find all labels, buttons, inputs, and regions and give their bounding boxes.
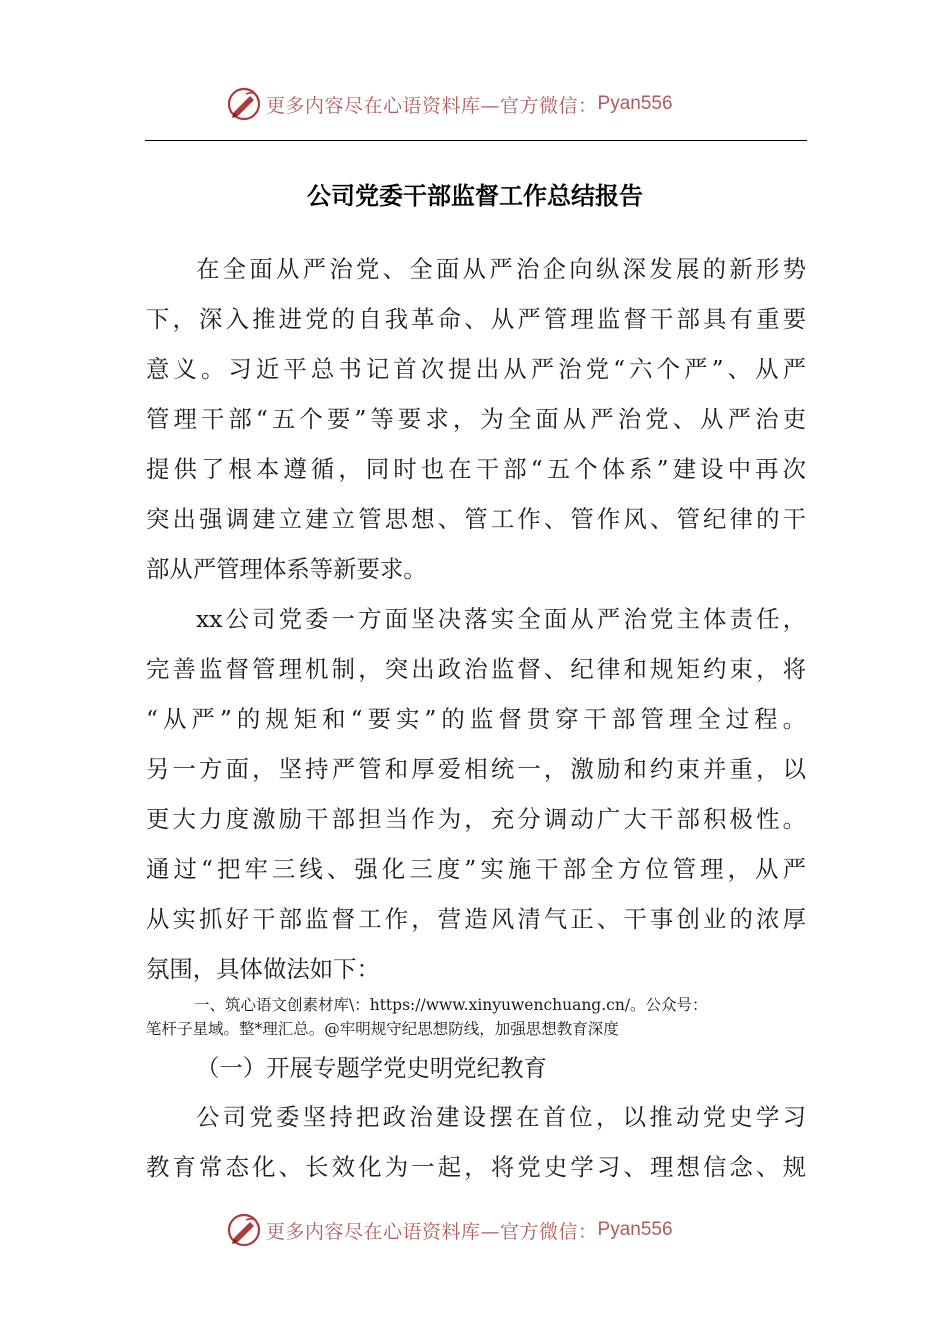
text-line: xx公司党委一方面坚决落实全面从严治党主体责任， <box>196 605 806 633</box>
text-line: “从严”的规矩和“要实”的监督贯穿干部管理全过程。 <box>146 705 806 733</box>
text-line: 更大力度激励干部担当作为，充分调动广大干部积极性。 <box>146 805 806 833</box>
text-line: 从实抓好干部监督工作，营造风清气正、干事创业的浓厚 <box>146 905 806 933</box>
banner-text: 更多内容尽在心语资料库—官方微信： <box>266 1220 598 1243</box>
text-line: 在全面从严治党、全面从严治企向纵深发展的新形势 <box>196 255 806 283</box>
header-rule <box>145 140 807 141</box>
footer-banner <box>226 1210 673 1250</box>
paragraph-3 <box>146 1092 806 1192</box>
text-line: 公司党委坚持把政治建设摆在首位，以推动党史学习 <box>196 1103 806 1131</box>
text-line: 下，深入推进党的自我革命、从严管理监督干部具有重要 <box>146 305 806 333</box>
text-line: 部从严管理体系等新要求。 <box>146 555 427 583</box>
note-line: 笔杆子星域。整*理汇总。@牢明规守纪思想防线，加强思想教育深度 <box>146 1020 619 1038</box>
pen-logo-icon <box>226 86 262 122</box>
banner-wechat-id: Pyan556 <box>597 93 673 114</box>
source-note <box>146 993 806 1041</box>
text-line: 管理干部“五个要”等要求，为全面从严治党、从严治吏 <box>146 405 806 433</box>
text-line: 氛围，具体做法如下： <box>146 955 380 983</box>
text-line: 突出强调建立建立管思想、管工作、管作风、管纪律的干 <box>146 505 806 533</box>
text-line: 另一方面，坚持严管和厚爱相统一，激励和约束并重，以 <box>146 755 806 783</box>
text-line: 通过“把牢三线、强化三度”实施干部全方位管理，从严 <box>146 855 806 883</box>
banner-text: 更多内容尽在心语资料库—官方微信： <box>266 94 598 117</box>
header-banner <box>226 84 673 124</box>
text-line: 提供了根本遵循，同时也在干部“五个体系”建设中再次 <box>146 455 806 483</box>
pen-logo-icon <box>226 1212 262 1248</box>
banner-wechat-id: Pyan556 <box>597 1219 673 1240</box>
text-line: 意义。习近平总书记首次提出从严治党“六个严”、从严 <box>146 355 806 383</box>
document-title: 公司党委干部监督工作总结报告 <box>307 182 643 210</box>
note-line: 一、筑心语文创素材库\：https://www.xinyuwenchuang.cn/。公众号： <box>194 996 708 1014</box>
text-line: 教育常态化、长效化为一起，将党史学习、理想信念、规 <box>146 1153 806 1181</box>
paragraph-1 <box>146 244 806 594</box>
section-subheading: （一）开展专题学党史明党纪教育 <box>196 1054 547 1082</box>
paragraph-2 <box>146 594 806 994</box>
text-line: 完善监督管理机制，突出政治监督、纪律和规矩约束，将 <box>146 655 806 683</box>
